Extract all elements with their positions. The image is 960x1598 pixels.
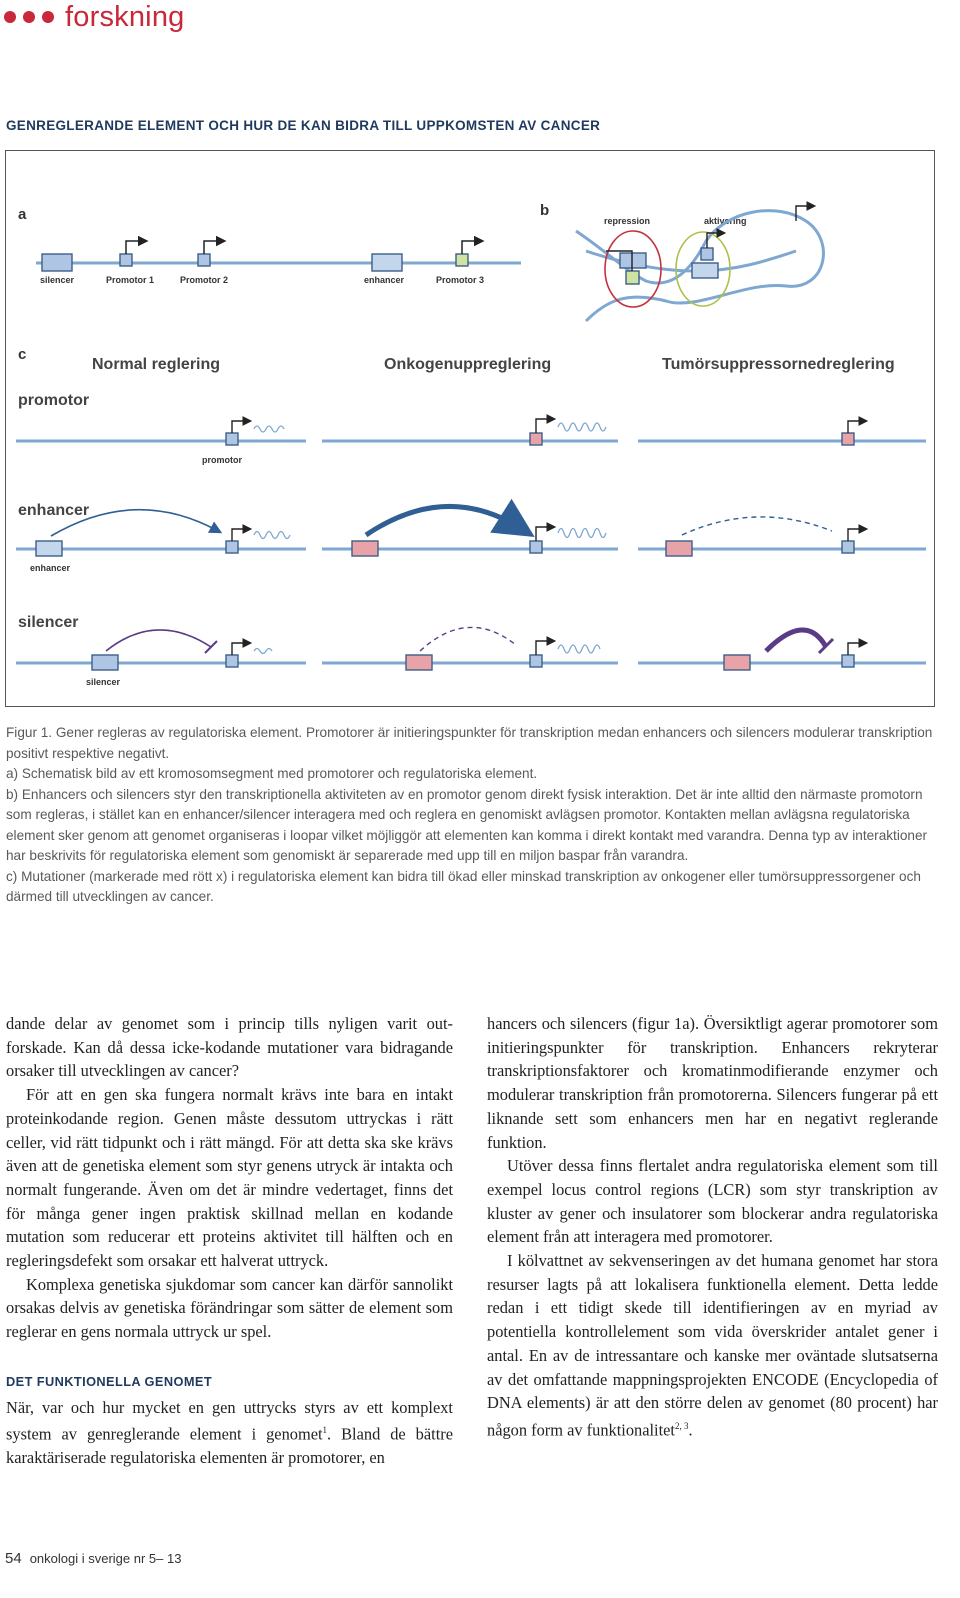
c-promotor-box [226,655,238,667]
c-arrow [232,421,248,433]
strong-enhancer-arrow [366,506,522,535]
paragraph [487,1249,938,1442]
c-mutated-promotor-box [842,433,854,445]
promotor3-box [456,254,468,266]
weak-silencer-arc [420,627,516,651]
c-mutated-silencer-box [724,655,750,670]
paragraph: För att en gen ska fungera normalt krävs inte bara en intakt proteinkodande region. Genen måste dessutom uttryckas i rätt celler, vid rätt tidpunkt och i rätt mängd. För att detta ska ske krävs även att de genetiska element som styr genens utryck är intakta och normalt fungerande. Även om det är mindre vedertaget, finns det för många gener ingen praktisk skillnad mellan en kodande mutation som reducerar ett proteins aktivitet till hälften och en regleringsdefekt som orsakar ett halverat uttryck. [6,1085,453,1271]
c-mutated-silencer-box [406,655,432,670]
c-arrow [536,419,552,433]
row-promotor-label: promotor [18,392,90,409]
b-silencer-box [620,253,646,268]
transcript-wave [254,649,272,654]
c-promotor-box [530,655,542,667]
strong-silencer-arc [766,630,826,651]
c-promotor-box [842,541,854,553]
a-promotor1-label: Promotor 1 [106,275,155,285]
panel-a-label: a [18,206,27,223]
paragraph: Utöver dessa finns flertalet andra regulatoriska element som till exempel locus control regions (LCR) som styr transkription av kluster av gener och insulatorer som blockerar andra regulatoriska element från att interagera med promotorer. [487,1156,938,1247]
body-column-left [6,1012,453,1470]
c-small-promotor-label: promotor [202,455,242,465]
silencer-box [42,254,72,271]
paragraph-text: När, var och hur mycket en gen uttrycks styrs av ett komplext system av genreglerande element i genomet [6,1397,453,1444]
page-footer [5,1550,181,1567]
section-header [4,0,184,34]
transcript-wave [254,532,290,539]
bullet-dot-icon [23,11,35,23]
promotor3-arrow [462,241,480,254]
transcript-wave [558,645,600,653]
c-small-silencer-label: silencer [86,677,121,687]
c-promotor-box [842,655,854,667]
c-arrow [536,641,552,655]
c-normal-heading: Normal reglering [92,356,221,373]
body-column-right [487,1012,938,1442]
b-promotor-box2 [701,248,713,260]
weak-enhancer-arrow [682,517,832,535]
enhancer-box [372,254,402,271]
b-enhancer-box [692,263,718,278]
c-onko-heading: Onkogenuppreglering [384,356,552,373]
regulatory-elements-diagram [6,151,933,705]
transcript-wave [254,426,284,432]
bullet-dot-icon [42,11,54,23]
promotor1-arrow [126,241,144,254]
c-small-enhancer-label: enhancer [30,563,71,573]
promotor1-box [120,254,132,266]
c-mutated-enhancer-box [666,541,692,556]
row-silencer-label: silencer [18,614,79,631]
c-arrow [232,643,248,655]
c-mutated-promotor-box [530,433,542,445]
c-tumor-heading: Tumörsuppressornedreglering [662,356,895,373]
c-enhancer-box [36,541,62,556]
paragraph: Komplexa genetiska sjukdomar som cancer kan därför sannolikt orsakas delvis av genetiska förändringar som sätter de element som reglerar en gens normala uttryck ur spel. [6,1274,453,1342]
a-silencer-label: silencer [40,275,75,285]
c-arrow [848,421,864,433]
c-promotor-box [530,541,542,553]
promotor2-box [198,254,210,266]
page-number: 54 [5,1550,22,1567]
paragraph: dande delar av genomet som i princip tills nyligen varit outforskade. Kan då dessa icke-kodande mutationer vara bidragande orsaker till utvecklingen av cancer? [6,1014,453,1081]
transcript-wave [558,423,606,431]
promotor2-arrow [204,241,222,254]
chromosome-strand [586,251,796,271]
figure-title: GENREGLERANDE ELEMENT OCH HUR DE KAN BIDRA TILL UPPKOMSTEN AV CANCER [6,118,601,133]
a-promotor2-label: Promotor 2 [180,275,229,285]
b-promotor-box [626,271,639,284]
silencer-bar [205,641,217,653]
panel-b-label: b [540,202,550,219]
figure-caption [6,723,938,908]
caption-b: b) Enhancers och silencers styr den transkriptionella aktiviteten av en promotor genom direkt fysisk interaktion. Det är inte alltid den närmaste promotorn som regleras, i stället kan en enhancer/silencer interagera med och reglera en genomiskt avlägsen promotor. Kontakten mellan avlägsna regulatoriska element sker genom att genomet organiseras i loopar vilket möjliggör att elementen kan komma i direkt kontakt med varandra. Denna typ av interaktioner har beskrivits för regulatoriska element som genomiskt är separerade med upp till en miljon baspar från varandra. [6,786,928,863]
caption-c: c) Mutationer (markerade med rött x) i regulatoriska element kan bidra till ökad eller minskad transkription av onkogener eller tumörsuppressorgener och därmed till utvecklingen av cancer. [6,868,921,904]
c-arrow [848,529,864,541]
footnote-ref: 1 [322,1425,328,1436]
caption-intro: Figur 1. Gener regleras av regulatoriska element. Promotorer är initieringspunkter för transkription medan enhancers och silencers modulerar transkription positivt respektive negativt. [6,725,933,761]
bullet-dot-icon [4,11,16,23]
a-promotor3-label: Promotor 3 [436,275,485,285]
transcript-wave [558,529,606,538]
c-silencer-box [92,655,118,670]
paragraph [6,1396,453,1471]
caption-a: a) Schematisk bild av ett kromosomsegment med promotorer och regulatoriska element. [6,766,538,781]
paragraph-text: . [688,1420,693,1440]
subheading: DET FUNKTIONELLA GENOMET [6,1373,213,1389]
figure-panel [5,150,935,707]
a-enhancer-label: enhancer [364,275,405,285]
row-enhancer-label: enhancer [18,502,90,519]
c-arrow [848,643,864,655]
paragraph: hancers och silencers (figur 1a). Översiktligt agerar promotorer som initieringspunkter för transkription. Enhancers rekryterar transkriptionsfaktorer och kromatinmodifierande enzymer och modulerar transkription från promotorerna. Silencers fungerar på ett liknande sett som enhancers men har en negativt reglerande funktion. [487,1014,938,1152]
panel-c-label: c [18,346,27,363]
b-repression-label: repression [604,216,651,226]
journal-name: onkologi i sverige nr 5– 13 [29,1551,182,1566]
paragraph-text: . Bland de bättre karaktäriserade regulatoriska elementen är promotorer, en [6,1424,453,1468]
footnote-ref: 2, 3 [675,1420,689,1431]
b-aktivering-label: aktivering [704,216,747,226]
silencer-arc [106,630,211,651]
section-title: forskning [65,0,185,33]
paragraph-text: I kölvattnet av sekvenseringen av det humana genomet har stora resurser lagts på att lokalisera funktionella element. Detta ledde redan i ett tidigt skede till identifieringen av en myriad av potentiella kontrollelement som vida överskrider antalet gener i antal. En av de intressantare och kanske mer oväntade slutsatserna av det omfattande mappningsprojekten ENCODE (Encyclopedia of DNA elements) är att den större delen av genomet (80 procent) har någon form av funktionalitet [487,1251,938,1440]
c-promotor-box [226,433,238,445]
c-arrow [536,527,552,541]
c-arrow [232,529,248,541]
c-promotor-box [226,541,238,553]
c-mutated-enhancer-box [352,541,378,556]
